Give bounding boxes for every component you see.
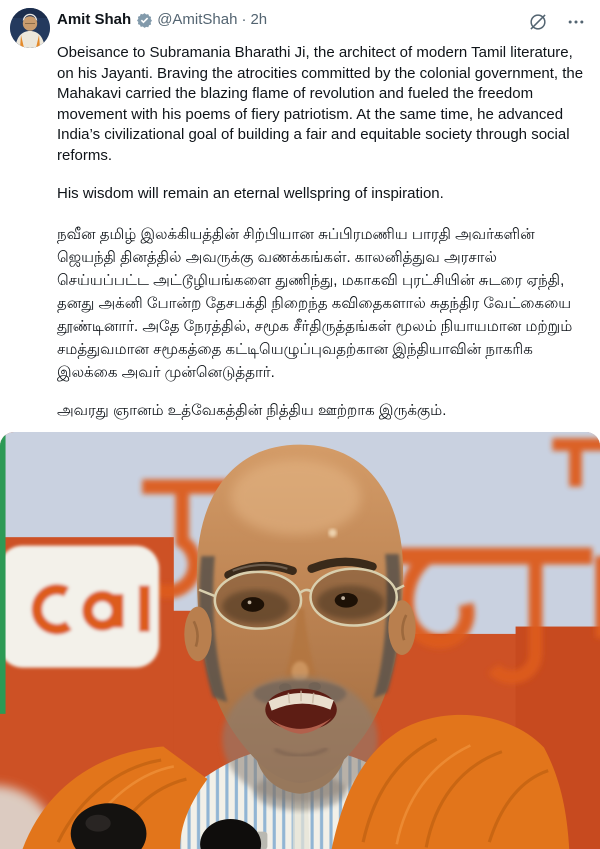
- tweet-paragraph-tamil-2: அவரது ஞானம் உத்வேகத்தின் நித்திய ஊற்றாக இருக்கும்.: [57, 401, 447, 419]
- name-row: [57, 9, 588, 31]
- verified-badge-icon: [136, 12, 153, 29]
- grok-icon[interactable]: [528, 12, 548, 32]
- tweet-photo[interactable]: [0, 432, 600, 849]
- tweet-paragraph-english-1: Obeisance to Subramania Bharathi Ji, the architect of modern Tamil literature, on his Jayanti. Braving the atrocities committed by the colonial government, the Mahakavi carried the blazing flame of revolution and fueled the freedom movement with his poems of fiery patriotism. At the same time, he advanced India’s civilizational goal of building a fair and equitable society through social reforms.: [57, 44, 584, 164]
- photo-illustration: [0, 432, 600, 849]
- tweet-main-column: [57, 9, 588, 422]
- handle[interactable]: @AmitShah: [157, 11, 238, 28]
- tweet-text: [57, 43, 588, 422]
- display-name[interactable]: Amit Shah: [57, 11, 132, 28]
- tweet-paragraph-tamil-1: நவீன தமிழ் இலக்கியத்தின் சிற்பியான சுப்பிரமணிய பாரதி அவர்களின் ஜெயந்தி தினத்தில் அவருக்கு வணக்கங்கள். காலனித்துவ அரசால் செய்யப்பட்ட அட்டூழியங்களை துணிந்து, மகாகவி புரட்சியின் சுடரை ஏந்தி, தனது அக்னி போன்ற தேசபக்தி நிறைந்த கவிதைகளால் சுதந்திர வேட்கையை தூண்டினார். அதே நேரத்தில், சமூக சீர்திருத்தங்கள் மூலம் நியாயமான மற்றும் சமத்துவமான சமூகத்தை கட்டியெழுப்புவதற்கான இந்தியாவின் நாகரிக இலக்கை அவர் முன்னெடுத்தார்.: [57, 225, 573, 381]
- tweet-paragraph-english-2: His wisdom will remain an eternal wellspring of inspiration.: [57, 185, 444, 202]
- timestamp[interactable]: 2h: [250, 11, 268, 28]
- tweet-header: [0, 0, 600, 422]
- avatar-illustration: [10, 8, 50, 48]
- header-actions: [528, 12, 586, 32]
- avatar[interactable]: [10, 8, 50, 48]
- separator-dot: ·: [241, 11, 247, 28]
- more-options-icon[interactable]: [566, 12, 586, 32]
